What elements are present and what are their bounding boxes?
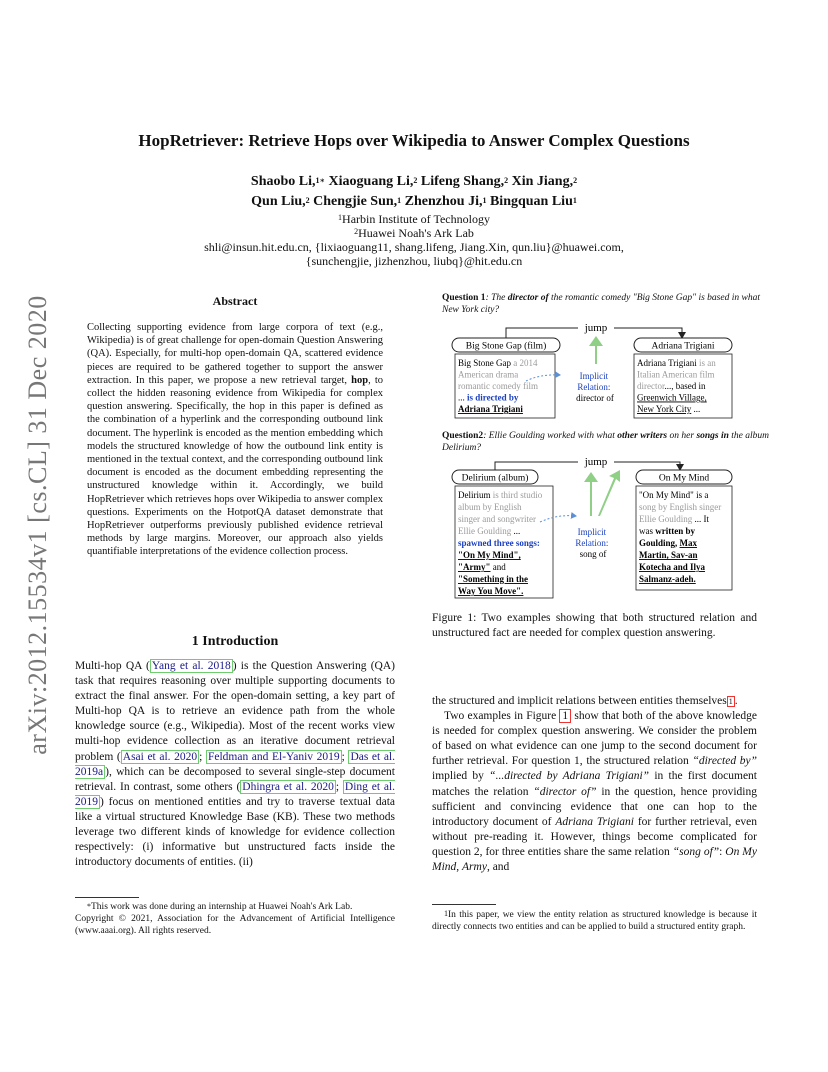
jump-label: jump [584,456,608,468]
affiliation-1: $^1$Harbin Institute of Technology [338,212,490,226]
author-name: Xiaoguang Li, [328,174,414,189]
citation-link[interactable]: Asai et al. 2020 [122,750,198,763]
right-column-text: the structured and implicit relations between entities themselves $^1$ . Two examples in Figure 1 show that both of the above knowledge is needed for complex question answering. We consider the problem of based on what evidence can one jump to the second document for further retrieval. For question 1, the structured relation “directed by” implied by “...directed by Adriana Trigiani” in the first document matches the relation “director of” in the question, hence providing sufficient and convincing evidence that one can hop to the introductory document of Adriana Trigiani for further retrieval, even without pre-reading it. However, things become complicated for question 2, for three entities share the same relation “song of”: On My Mind, Army, and [432,695,758,874]
footnote-left: *This work was done during an internship at Huawei Noah's Ark Lab. Copyright © 2021, Association for the Advancement of Artificial Intelligence (www.aaai.org). All rights reserved. [75,902,395,936]
citation-link[interactable]: Das et al. 2019a [75,750,396,778]
author-name: Xin Jiang, [511,174,574,189]
author-list [60,172,768,212]
email-line-1: shli@insun.hit.edu.cn, {lixiaoguang11, shang.lifeng, Jiang.Xin, qun.liu}@huawei.com, [204,240,624,254]
entity-label: Delirium (album) [461,473,529,484]
entity-label: On My Mind [658,473,710,484]
entity-label: Adriana Trigiani [651,341,715,352]
copyright-notice: Copyright © 2021, Association for the Advancement of Artificial Intelligence (www.aaai.org). All rights reserved. [75,913,395,936]
citation-link[interactable]: Ding et al. 2019 [75,780,395,808]
implicit-relation: Implicit Relation: song of [575,527,609,559]
document-text: Adriana Trigiani is an Italian American film director..., based in Greenwich Village, New York City ... [637,358,716,414]
citation-link[interactable]: Yang et al. 2018 [151,660,231,672]
author-name: Qun Liu, [251,194,306,209]
footnote-link[interactable]: 1 [728,697,733,706]
affiliation-2: $^2$Huawei Noah's Ark Lab [354,226,474,240]
author-line-1: Shaobo Li,$^{1∗}$ Xiaoguang Li,$^2$ Lifeng Shang,$^2$ Xin Jiang,$^2$ [250,174,578,189]
figure-1-example-1 [440,318,760,420]
document-text: "On My Mind" is a song by English singer Ellie Goulding ... It was written by Goulding, Max Martin, Sav-an Kotecha and Ilya Salmanz-adeh. [639,490,722,584]
affiliations [60,212,768,268]
author-line-2: Qun Liu,$^2$ Chengjie Sun,$^1$ Zhenzhou Ji,$^1$ Bingquan Liu$^1$ [251,194,577,209]
abstract-heading: Abstract [212,294,258,308]
author-name: Shaobo Li, [250,174,316,189]
author-name: Bingquan Liu [489,194,573,209]
entity-label: Big Stone Gap (film) [465,341,547,352]
green-up-arrow [584,472,598,516]
implicit-relation: Implicit Relation: director of [576,371,614,403]
introduction-text: Multi-hop QA ( Yang et al. 2018 ) is the Question Answering (QA) task that requires reasoning over multiple supporting documents to extract the final answer. For the open-domain setting, a key part of Multi-hop QA is to retrieve an evidence path from the whole knowledge source (e.g., Wikipedia). Most of the recent works view multi-hop evidence collection as an iterative document retrieval problem ( Asai et al. 2020 ; Feldman and El-Yaniv 2019 ; Das et al. 2019a ), which can be decomposed to several single-step document retrieval. In contrast, some others ( Dhingra et al. 2020 ; Ding et al. 2019 ) focus on mentioned entities and try to traverse textual data like a virtual structured Knowledge Base (KB). These two methods leverage two different kinds of knowledge for evidence collection respectively: (i) informative but unstructured facts inside the introductory documents of entities. (ii) [75,660,396,869]
paper-title: HopRetriever: Retrieve Hops over Wikipedia to Answer Complex Questions [138,131,690,150]
figure-1-example-2 [440,456,760,602]
figure-caption: Figure 1: Two examples showing that both structured relation and unstructured fact are needed for complex question answering. [432,612,757,639]
author-name: Lifeng Shang, [420,174,505,189]
citation-link[interactable]: Dhingra et al. 2020 [242,780,334,793]
section-heading-introduction: 1 Introduction [191,634,279,649]
document-text: Big Stone Gap a 2014 American drama romantic comedy film ... is directed by Adriana Trigiani [458,358,538,414]
email-line-2: {sunchengjie, jizhenzhou, liubq}@hit.edu.cn [305,254,523,268]
figure-question-1: Question 1: The director of the romantic comedy "Big Stone Gap" is based in what New York city? [442,293,760,315]
citation-link[interactable]: Feldman and El-Yaniv 2019 [207,750,340,763]
abstract-text: Collecting supporting evidence from large corpora of text (e.g., Wikipedia) is of great challenge for open-domain Question Answering (QA). Especially, for multi-hop open-domain QA, scattered evidence pieces are required to be gathered together to support the answer extraction. In this paper, we propose a new retrieval target, hop, to collect the hidden reasoning evidence from Wikipedia for complex question answering. Specifically, the hop in this paper is defined as the combination of a hyperlink and the corresponding outbound link document. The hyperlink is encoded as the mention embedding which models the structured knowledge of how the outbound link entity is mentioned in the textual context, and the corresponding outbound link document is encoded as the document embedding representing the unstructured knowledge within it. Accordingly, we build HopRetriever which retrieves hops over Wikipedia to answer complex questions. Experiments on the HotpotQA dataset demonstrate that HopRetriever outperforms previously published evidence retrieval methods by large margins. Moreover, our approach also yields quantifiable interpretations of the evidence collection process. [87,322,384,558]
author-name: Zhenzhou Ji, [404,194,483,209]
arxiv-identifier: arXiv:2012.15534v1 [cs.CL] 31 Dec 2020 [23,295,52,755]
footnote-right: $^1$In this paper, we view the entity relation as structured knowledge is because it directly connects two entities and can be applied to build a structured entity graph. [432,909,757,932]
footnote-divider [75,897,139,898]
footnote-divider [432,904,496,905]
figure-link[interactable]: 1 [559,709,571,723]
green-diagonal-arrow [598,470,620,516]
jump-label: jump [584,322,608,334]
author-name: Chengjie Sun, [313,194,398,209]
document-text: Delirium is third studio album by English singer and songwriter Ellie Goulding ... spawned three songs: "On My Mind", "Army" and "Something in the Way You Move". [458,490,543,596]
figure-question-2: Question2: Ellie Goulding worked with what other writers on her songs in the album Delirium? [442,431,770,453]
